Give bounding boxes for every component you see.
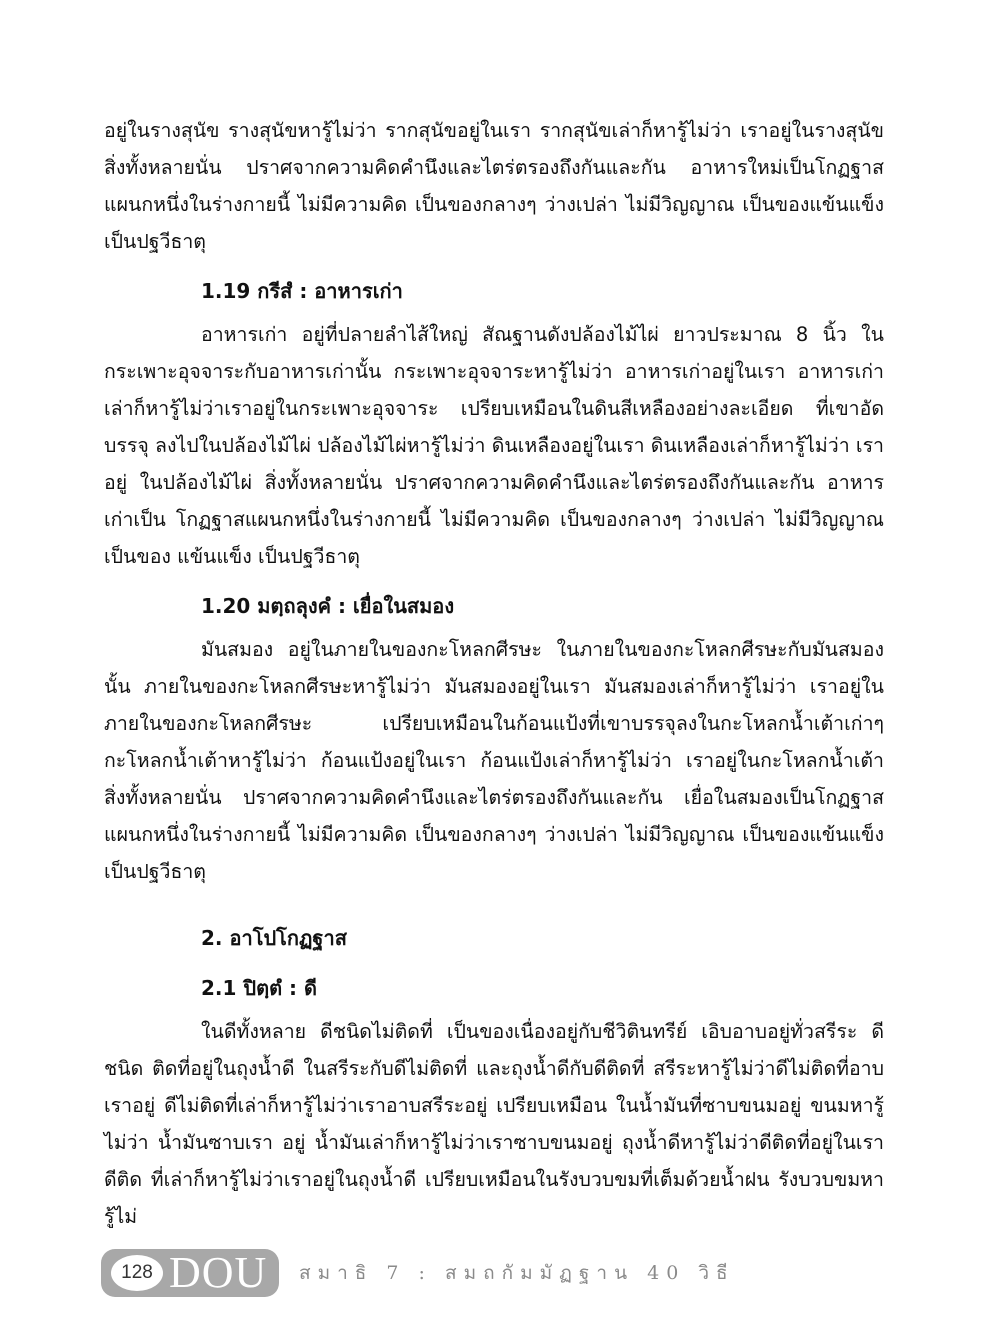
dou-logo: DOU <box>169 1248 268 1297</box>
page-number: 128 <box>111 1255 163 1291</box>
section-body-2-1: ในดีทั้งหลาย ดีชนิดไม่ติดที่ เป็นของเนื่องอยู่กับชีวิตินทรีย์ เอิบอาบอยู่ทั่วสรีระ ดีชนิด ติดที่อยู่ในถุงน้ำดี ในสรีระกับดีไม่ติดที่ และถุงน้ำดีกับดีติดที่ สรีระหารู้ไม่ว่าดีไม่ติดที่อาบเราอยู่ ดีไม่ติดที่เล่าก็หารู้ไม่ว่าเราอาบสรีระอยู่ เปรียบเหมือน ในน้ำมันที่ซาบขนมอยู่ ขนมหารู้ไม่ว่า น้ำมันซาบเรา อยู่ น้ำมันเล่าก็หารู้ไม่ว่าเราซาบขนมอยู่ ถุงน้ำดีหารู้ไม่ว่าดีติดที่อยู่ในเรา ดีติด ที่เล่าก็หารู้ไม่ว่าเราอยู่ในถุงน้ำดี เปรียบเหมือนในรังบวบขมที่เต็มด้วยน้ำฝน รังบวบขมหารู้ไม่ <box>104 1020 884 1228</box>
book-title: สมาธิ 7 : สมถกัมมัฏฐาน 40 วิธี <box>299 1262 735 1284</box>
section-heading-2: 2. อาโปโกฏฐาส <box>201 926 347 950</box>
section-body-1-20: มันสมอง อยู่ในภายในของกะโหลกศีรษะ ในภายในของกะโหลกศีรษะกับมันสมอง นั้น ภายในของกะโหลกศีรษะหารู้ไม่ว่า มันสมองอยู่ในเรา มันสมองเล่าก็หารู้ไม่ว่า เราอยู่ใน ภายในของกะโหลกศีรษะ เปรียบเหมือนในก้อนแป้งที่เขาบรรจุลงในกะโหลกน้ำเต้าเก่าๆ กะโหลกน้ำเต้าหารู้ไม่ว่า ก้อนแป้งอยู่ในเรา ก้อนแป้งเล่าก็หารู้ไม่ว่า เราอยู่ในกะโหลกน้ำเต้า สิ่งทั้งหลายนั่น ปราศจากความคิดคำนึงและไตร่ตรองถึงกันและกัน เยื่อในสมองเป็นโกฏฐาส แผนกหนึ่งในร่างกายนี้ ไม่มีความคิด เป็นของกลางๆ ว่างเปล่า ไม่มีวิญญาณ เป็นของแข้นแข็ง เป็นปฐวีธาตุ <box>104 638 884 883</box>
page-content <box>104 112 884 1235</box>
footer-badge <box>101 1249 279 1297</box>
section-heading-1-19: 1.19 กรีสํ : อาหารเก่า <box>201 279 403 303</box>
section-body-1-19: อาหารเก่า อยู่ที่ปลายลำไส้ใหญ่ สัณฐานดังปล้องไม้ไผ่ ยาวประมาณ 8 นิ้ว ใน กระเพาะอุจจาระกับอาหารเก่านั้น กระเพาะอุจจาระหารู้ไม่ว่า อาหารเก่าอยู่ในเรา อาหารเก่า เล่าก็หารู้ไม่ว่าเราอยู่ในกระเพาะอุจจาระ เปรียบเหมือนในดินสีเหลืองอย่างละเอียด ที่เขาอัดบรรจุ ลงไปในปล้องไม้ไผ่ ปล้องไม้ไผ่หารู้ไม่ว่า ดินเหลืองอยู่ในเรา ดินเหลืองเล่าก็หารู้ไม่ว่า เราอยู่ ในปล้องไม้ไผ่ สิ่งทั้งหลายนั่น ปราศจากความคิดคำนึงและไตร่ตรองถึงกันและกัน อาหารเก่าเป็น โกฏฐาสแผนกหนึ่งในร่างกายนี้ ไม่มีความคิด เป็นของกลางๆ ว่างเปล่า ไม่มีวิญญาณ เป็นของ แข้นแข็ง เป็นปฐวีธาตุ <box>104 323 884 568</box>
section-heading-1-20: 1.20 มตฺถลุงคํ : เยื่อในสมอง <box>201 594 455 618</box>
continued-paragraph: อยู่ในรางสุนัข รางสุนัขหารู้ไม่ว่า รากสุนัขอยู่ในเรา รากสุนัขเล่าก็หารู้ไม่ว่า เราอยู่ในรางสุนัข สิ่งทั้งหลายนั่น ปราศจากความคิดคำนึงและไตร่ตรองถึงกันและกัน อาหารใหม่เป็นโกฏฐาส แผนกหนึ่งในร่างกายนี้ ไม่มีความคิด เป็นของกลางๆ ว่างเปล่า ไม่มีวิญญาณ เป็นของแข้นแข็ง เป็นปฐวีธาตุ <box>104 119 884 253</box>
section-heading-2-1: 2.1 ปิตฺตํ : ดี <box>201 976 317 1000</box>
page-footer <box>101 1249 735 1297</box>
